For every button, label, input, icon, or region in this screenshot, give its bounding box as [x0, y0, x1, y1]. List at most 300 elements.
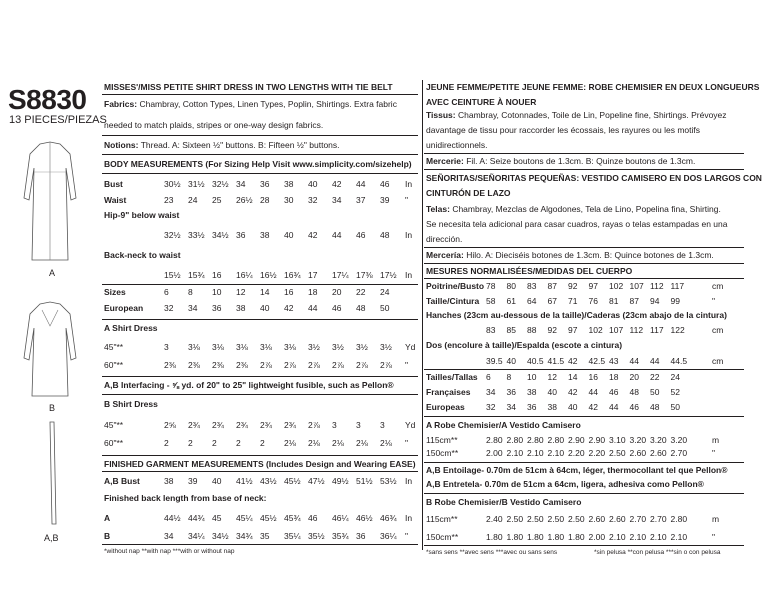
english-column — [102, 80, 418, 560]
b-shirt-heading: B Shirt Dress — [104, 399, 158, 409]
a115-row-value: 3.10 — [609, 435, 626, 445]
back-label: Back-neck to waist — [104, 250, 181, 260]
a115-row-value: 2.90 — [568, 435, 585, 445]
tissus-text: Chambray, Cotonnades, Toile de Lin, Popeline fine, Shirtings. Prévoyez — [457, 110, 727, 120]
interfacing-text: A,B Interfacing - ⅝ yd. of 20" to 25" lightweight fusible, such as Pellon® — [104, 380, 394, 390]
dos-label: Dos (encolure à taille)/Espalda (escote a cintura) — [426, 340, 623, 350]
a45-row-value: 3⅛ — [212, 342, 224, 352]
poitrine-row-value: 117 — [670, 281, 685, 291]
waist-row-label: Waist — [104, 195, 127, 205]
ab-bust-row-value: 51½ — [356, 476, 373, 486]
taille-row-unit: " — [712, 296, 716, 306]
ab-bust-row — [102, 476, 418, 487]
sizes-row-value: 8 — [188, 287, 193, 297]
a115-row — [424, 435, 744, 446]
telas-label: Telas: — [426, 204, 450, 214]
bust-row-label: Bust — [104, 179, 123, 189]
ab-bust-row-value: 41½ — [236, 476, 253, 486]
b150-row-value: 2.10 — [650, 532, 667, 542]
hanches-row-value: 102 — [588, 325, 603, 335]
b60-row-value: 2 — [188, 438, 193, 448]
taille-row-value: 67 — [547, 296, 557, 306]
waist-row-value: 37 — [356, 195, 366, 205]
view-b-label: B — [49, 403, 56, 413]
back-length-label: Finished back length from base of neck: — [104, 493, 267, 503]
european-row-value: 50 — [380, 303, 390, 313]
hanches-label: Hanches (23cm au-dessous de la taille)/Caderas (23cm abajo de la cintura) — [426, 310, 727, 320]
a45-row-value: 3⅛ — [236, 342, 248, 352]
francaises-row-value: 46 — [609, 387, 619, 397]
b115-row-unit: m — [712, 514, 720, 524]
dos-row — [424, 356, 744, 367]
b45-row-value: 2¾ — [236, 420, 248, 430]
bust-row-value: 30½ — [164, 179, 181, 189]
hip-label: Hip-9" below waist — [104, 210, 180, 220]
b60-row-value: 2⅛ — [332, 438, 344, 448]
francaises-row-value: 50 — [650, 387, 660, 397]
column-divider — [422, 80, 423, 550]
hip-row-value: 42 — [308, 230, 318, 240]
tie-belt-illustration — [38, 420, 68, 528]
length-b-row-value: 36 — [356, 531, 366, 541]
bust-row — [102, 179, 418, 190]
europeas-row-label: Europeas — [426, 402, 465, 412]
bust-row-value: 44 — [356, 179, 366, 189]
a115-row-value: 2.80 — [547, 435, 565, 445]
tailles-row-value: 10 — [527, 372, 537, 382]
length-b-row-value: 34¼ — [188, 531, 205, 541]
length-a-row — [102, 513, 418, 524]
b115-row-value: 2.40 — [486, 514, 503, 524]
b60-row — [102, 438, 418, 449]
bust-row-value: 31½ — [188, 179, 205, 189]
merceria-label: Mercería: — [426, 250, 464, 260]
a150-row-value: 2.50 — [609, 448, 626, 458]
b150-row-value: 1.80 — [547, 532, 565, 542]
hanches-row-value: 97 — [568, 325, 578, 335]
francaises-row-value: 36 — [506, 387, 516, 397]
a150-row-value: 2.10 — [527, 448, 544, 458]
hip-row-value: 40 — [284, 230, 294, 240]
bust-row-value: 42 — [332, 179, 342, 189]
a45-row-value: 3⅛ — [284, 342, 296, 352]
tailles-row-value: 6 — [486, 372, 491, 382]
b45-row-label: 45"** — [104, 420, 124, 430]
telas-text-3: dirección. — [426, 234, 463, 244]
taille-row-value: 99 — [670, 296, 680, 306]
european-row — [102, 303, 418, 314]
a150-row — [424, 448, 744, 459]
european-row-value: 38 — [236, 303, 246, 313]
hip-row-value: 34½ — [212, 230, 229, 240]
european-row-value: 40 — [260, 303, 270, 313]
dos-row-value: 44 — [650, 356, 660, 366]
length-a-row-unit: In — [405, 513, 413, 523]
a60-row-value: 2⅞ — [260, 360, 272, 370]
francaises-row-value: 40 — [547, 387, 557, 397]
ab-bust-row-label: A,B Bust — [104, 476, 140, 486]
b45-row-unit: Yd — [405, 420, 416, 430]
a150-row-value: 2.20 — [568, 448, 585, 458]
hanches-row-value: 92 — [547, 325, 557, 335]
poitrine-row-label: Poitrine/Busto — [426, 281, 485, 291]
poitrine-row-value: 107 — [629, 281, 644, 291]
poitrine-row-value: 80 — [506, 281, 516, 291]
a150-row-label: 150cm** — [426, 448, 459, 458]
hanches-row-value: 122 — [670, 325, 685, 335]
length-a-row-value: 46½ — [356, 513, 373, 523]
a45-row-value: 3½ — [308, 342, 320, 352]
fabrics-text-2: needed to match plaids, stripes or one-way design fabrics. — [104, 120, 324, 130]
tailles-row-value: 12 — [547, 372, 557, 382]
back-row-value: 17½ — [380, 270, 397, 280]
french-spanish-column — [424, 80, 762, 560]
mercerie-text: Fil. A: Seize boutons de 1.3cm. B: Quinze boutons de 1.3cm. — [466, 156, 696, 166]
poitrine-row-unit: cm — [712, 281, 724, 291]
tissus-text-3: unidirectionnels. — [426, 140, 488, 150]
francaises-row-value: 34 — [486, 387, 496, 397]
dos-row-value: 42 — [568, 356, 578, 366]
waist-row-value: 26½ — [236, 195, 253, 205]
length-b-row-label: B — [104, 531, 111, 541]
tailles-row-value: 20 — [629, 372, 639, 382]
a115-row-unit: m — [712, 435, 720, 445]
back-row-value: 16¾ — [284, 270, 301, 280]
taille-row-value: 71 — [568, 296, 578, 306]
b45-row-value: 2¾ — [188, 420, 200, 430]
view-b-illustration — [22, 300, 78, 400]
b115-row-value: 2.50 — [568, 514, 585, 524]
hip-row-value: 33½ — [188, 230, 205, 240]
bust-row-value: 34 — [236, 179, 246, 189]
sizes-row-value: 20 — [332, 287, 342, 297]
french-title: JEUNE FEMME/PETITE JEUNE FEMME: ROBE CHEMISIER EN DEUX LONGUEURS — [426, 82, 760, 92]
b115-row-value: 2.80 — [670, 514, 688, 524]
b150-row-unit: " — [712, 532, 716, 542]
length-a-row-value: 45¾ — [284, 513, 301, 523]
sizes-row-value: 6 — [164, 287, 169, 297]
b150-row-value: 2.10 — [670, 532, 688, 542]
back-row-value: 16 — [212, 270, 222, 280]
waist-row-value: 24 — [188, 195, 198, 205]
b150-row-value: 1.80 — [486, 532, 503, 542]
b45-row-value: 2¾ — [212, 420, 224, 430]
mesures-heading: MESURES NORMALISÉES/MEDIDAS DEL CUERPO — [426, 266, 633, 276]
ab-bust-row-value: 40 — [212, 476, 222, 486]
body-measurements-heading: BODY MEASUREMENTS (For Sizing Help Visit www.simplicity.com/sizehelp) — [104, 159, 412, 169]
waist-row-value: 28 — [260, 195, 270, 205]
length-a-row-label: A — [104, 513, 111, 523]
waist-row-value: 32 — [308, 195, 318, 205]
b60-row-value: 2 — [164, 438, 169, 448]
europeas-row-value: 38 — [547, 402, 557, 412]
b115-row-label: 115cm** — [426, 514, 458, 524]
b150-row-value: 2.10 — [629, 532, 647, 542]
telas-text: Chambray, Mezclas de Algodones, Tela de Lino, Popelina fina, Shirting. — [452, 204, 721, 214]
waist-row-value: 39 — [380, 195, 390, 205]
french-title-2: AVEC CEINTURE À NOUER — [426, 97, 537, 107]
b115-row-value: 2.50 — [506, 514, 524, 524]
ab-bust-row-value: 39 — [188, 476, 198, 486]
a150-row-value: 2.10 — [547, 448, 565, 458]
english-title: MISSES'/MISS PETITE SHIRT DRESS IN TWO LENGTHS WITH TIE BELT — [104, 82, 393, 92]
a60-row-unit: " — [405, 360, 409, 370]
sizes-row-value: 22 — [356, 287, 366, 297]
european-row-value: 32 — [164, 303, 174, 313]
a60-row-value: 2⅞ — [308, 360, 320, 370]
hip-row — [102, 230, 418, 241]
poitrine-row — [424, 281, 744, 292]
b60-row-value: 2⅛ — [380, 438, 392, 448]
a150-row-unit: " — [712, 448, 716, 458]
b60-row-value: 2⅛ — [284, 438, 296, 448]
hanches-row-unit: cm — [712, 325, 724, 335]
bust-row-value: 38 — [284, 179, 294, 189]
a-shirt-heading: A Shirt Dress — [104, 323, 158, 333]
a60-row-value: 2⅞ — [356, 360, 368, 370]
length-b-row-value: 35½ — [308, 531, 325, 541]
sizes-row-label: Sizes — [104, 287, 126, 297]
length-b-row — [102, 531, 418, 542]
ab-bust-row-value: 47½ — [308, 476, 325, 486]
pieces-count: 13 PIECES/PIEZAS — [9, 114, 107, 126]
back-row-value: 15½ — [164, 270, 181, 280]
notions-text: Thread. A: Sixteen ½" buttons. B: Fifteen ½" buttons. — [140, 140, 340, 150]
a60-row-value: 2⅜ — [164, 360, 176, 370]
fabrics-label: Fabrics: — [104, 99, 138, 109]
mercerie-label: Mercerie: — [426, 156, 464, 166]
hanches-row-value: 112 — [629, 325, 644, 335]
length-a-row-value: 45½ — [260, 513, 277, 523]
a60-row-value: 2⅜ — [188, 360, 200, 370]
european-row-value: 36 — [212, 303, 222, 313]
dos-row-value: 44.5 — [670, 356, 688, 366]
a45-row — [102, 342, 418, 353]
bust-row-value: 36 — [260, 179, 270, 189]
back-row-value: 17¼ — [332, 270, 349, 280]
europeas-row-value: 44 — [609, 402, 619, 412]
hip-row-unit: In — [405, 230, 413, 240]
b60-row-label: 60"** — [104, 438, 124, 448]
dos-row-value: 40.5 — [527, 356, 544, 366]
spanish-title-2: CINTURÓN DE LAZO — [426, 188, 511, 198]
sizes-row-value: 16 — [284, 287, 294, 297]
francaises-row-value: 42 — [568, 387, 578, 397]
b60-row-value: 2⅛ — [356, 438, 368, 448]
back-row-value: 16¼ — [236, 270, 253, 280]
europeas-row-value: 34 — [506, 402, 516, 412]
french-footnote: *sans sens **avec sens ***avec ou sans sens — [426, 549, 558, 556]
b60-row-value: 2 — [212, 438, 217, 448]
hanches-row — [424, 325, 744, 336]
european-row-value: 42 — [284, 303, 294, 313]
b-robe-heading: B Robe Chemisier/B Vestido Camisero — [426, 497, 582, 507]
sizes-row-value: 24 — [380, 287, 390, 297]
dos-row-value: 39.5 — [486, 356, 503, 366]
length-a-row-value: 44¾ — [188, 513, 205, 523]
european-row-value: 44 — [308, 303, 318, 313]
tailles-row-value: 18 — [609, 372, 619, 382]
merceria-text: Hilo. A: Dieciséis botones de 1.3cm. B: Quince botones de 1.3cm. — [466, 250, 714, 260]
taille-row-label: Taille/Cintura — [426, 296, 480, 306]
length-a-row-value: 45 — [212, 513, 222, 523]
back-row-value: 16½ — [260, 270, 277, 280]
length-b-row-value: 34 — [164, 531, 174, 541]
b150-row-value: 2.00 — [588, 532, 606, 542]
ab-bust-row-value: 49½ — [332, 476, 349, 486]
dos-row-value: 40 — [506, 356, 516, 366]
a45-row-unit: Yd — [405, 342, 416, 352]
length-b-row-value: 35¾ — [332, 531, 349, 541]
ab-bust-row-value: 53½ — [380, 476, 397, 486]
european-row-value: 46 — [332, 303, 342, 313]
b45-row-value: 2¾ — [260, 420, 272, 430]
ab-bust-row-value: 38 — [164, 476, 174, 486]
a60-row-value: 2⅜ — [236, 360, 248, 370]
poitrine-row-value: 112 — [650, 281, 664, 291]
hanches-row-value: 88 — [527, 325, 537, 335]
taille-row-value: 81 — [609, 296, 619, 306]
a115-row-value: 3.20 — [629, 435, 647, 445]
bust-row-value: 40 — [308, 179, 318, 189]
english-footnote: *without nap **with nap ***with or without nap — [104, 548, 235, 555]
tailles-row-value: 22 — [650, 372, 660, 382]
sizes-row-value: 12 — [236, 287, 246, 297]
a115-row-value: 2.80 — [527, 435, 544, 445]
b60-row-value: 2⅛ — [308, 438, 320, 448]
hip-row-value: 48 — [380, 230, 390, 240]
european-row-value: 48 — [356, 303, 366, 313]
hip-row-value: 32½ — [164, 230, 181, 240]
a150-row-value: 2.20 — [588, 448, 606, 458]
taille-row-value: 61 — [506, 296, 516, 306]
a60-row-label: 60"** — [104, 360, 124, 370]
european-row-label: European — [104, 303, 144, 313]
hanches-row-value: 85 — [506, 325, 516, 335]
entoilage-text: A,B Entoilage- 0.70m de 51cm à 64cm, léger, thermocollant tel que Pellon® — [426, 465, 728, 475]
europeas-row-value: 42 — [588, 402, 598, 412]
europeas-row-value: 40 — [568, 402, 578, 412]
a150-row-value: 2.60 — [650, 448, 667, 458]
europeas-row-value: 48 — [650, 402, 660, 412]
a45-row-value: 3⅛ — [260, 342, 272, 352]
fabrics-text: Chambray, Cotton Types, Linen Types, Poplin, Shirtings. Extra fabric — [139, 99, 397, 109]
b45-row-value: 2¾ — [284, 420, 296, 430]
sizes-row-value: 18 — [308, 287, 318, 297]
tailles-row — [424, 372, 744, 383]
back-row — [102, 270, 418, 281]
b45-row-value: 3 — [332, 420, 337, 430]
a150-row-value: 2.60 — [629, 448, 647, 458]
hanches-row-value: 83 — [486, 325, 496, 335]
hanches-row-value: 117 — [650, 325, 664, 335]
dos-row-value: 43 — [609, 356, 619, 366]
entretela-text: A,B Entretela- 0.70m de 51cm a 64cm, ligera, adhesiva como Pellon® — [426, 479, 704, 489]
spanish-footnote: *sin pelusa **con pelusa ***sin o con pelusa — [594, 549, 721, 556]
view-a-label: A — [49, 268, 56, 278]
europeas-row-value: 32 — [486, 402, 496, 412]
back-row-unit: In — [405, 270, 413, 280]
europeas-row-value: 36 — [527, 402, 537, 412]
tailles-row-label: Tailles/Tallas — [426, 372, 478, 382]
hip-row-value: 38 — [260, 230, 270, 240]
francaises-row-value: 52 — [670, 387, 680, 397]
length-b-row-value: 35¼ — [284, 531, 301, 541]
poitrine-row-value: 92 — [568, 281, 578, 291]
tissus-label: Tissus: — [426, 110, 456, 120]
a115-row-value: 2.80 — [486, 435, 503, 445]
a115-row-value: 2.80 — [506, 435, 524, 445]
b45-row-value: 2⅞ — [308, 420, 320, 430]
dos-row-value: 44 — [629, 356, 639, 366]
b45-row-value: 2⅝ — [164, 420, 176, 430]
francaises-row-label: Françaises — [426, 387, 471, 397]
spanish-title: SEÑORITAS/SEÑORITAS PEQUEÑAS: VESTIDO CAMISERO EN DOS LARGOS CON — [426, 173, 762, 183]
b150-row-value: 2.10 — [609, 532, 626, 542]
b150-row-value: 1.80 — [506, 532, 524, 542]
b115-row-value: 2.50 — [527, 514, 544, 524]
b60-row-unit: " — [405, 438, 409, 448]
poitrine-row-value: 97 — [588, 281, 598, 291]
taille-row-value: 64 — [527, 296, 537, 306]
tissus-text-2: davantage de tissu pour raccorder les écossais, les rayures ou les motifs — [426, 125, 701, 135]
b60-row-value: 2 — [260, 438, 265, 448]
ab-bust-row-value: 43½ — [260, 476, 277, 486]
view-a-illustration — [22, 140, 78, 265]
telas-text-2: Se necesita tela adicional para casar cuadros, rayas o telas estampadas en una — [426, 219, 728, 229]
francaises-row-value: 48 — [629, 387, 639, 397]
poitrine-row-value: 102 — [609, 281, 624, 291]
taille-row-value: 94 — [650, 296, 660, 306]
a60-row — [102, 360, 418, 371]
dos-row-value: 42.5 — [588, 356, 606, 366]
a60-row-value: 2⅜ — [212, 360, 224, 370]
poitrine-row-value: 78 — [486, 281, 496, 291]
back-row-value: 17⅜ — [356, 270, 373, 280]
pattern-number: S8830 — [8, 84, 87, 115]
francaises-row-value: 38 — [527, 387, 537, 397]
a-robe-heading: A Robe Chemisier/A Vestido Camisero — [426, 420, 581, 430]
b150-row-value: 1.80 — [527, 532, 544, 542]
a150-row-value: 2.00 — [486, 448, 503, 458]
tailles-row-value: 16 — [588, 372, 598, 382]
notions-label: Notions: — [104, 140, 139, 150]
length-a-row-value: 45¼ — [236, 513, 253, 523]
waist-row-value: 23 — [164, 195, 174, 205]
a45-row-value: 3½ — [332, 342, 344, 352]
b115-row-value: 2.70 — [629, 514, 647, 524]
ab-bust-row-value: 45½ — [284, 476, 301, 486]
dos-row-value: 41.5 — [547, 356, 565, 366]
taille-row-value: 76 — [588, 296, 598, 306]
length-b-row-value: 34½ — [212, 531, 229, 541]
length-a-row-value: 46¾ — [380, 513, 397, 523]
a150-row-value: 2.10 — [506, 448, 524, 458]
a115-row-label: 115cm** — [426, 435, 458, 445]
waist-row-value: 25 — [212, 195, 222, 205]
francaises-row-value: 44 — [588, 387, 598, 397]
a45-row-value: 3 — [164, 342, 169, 352]
a115-row-value: 3.20 — [650, 435, 667, 445]
waist-row-value: 34 — [332, 195, 342, 205]
poitrine-row-value: 87 — [547, 281, 557, 291]
a60-row-value: 2⅞ — [380, 360, 392, 370]
a60-row-value: 2⅞ — [332, 360, 344, 370]
a115-row-value: 3.20 — [670, 435, 688, 445]
bust-row-value: 46 — [380, 179, 390, 189]
europeas-row-value: 46 — [629, 402, 639, 412]
sizes-row — [102, 287, 418, 298]
